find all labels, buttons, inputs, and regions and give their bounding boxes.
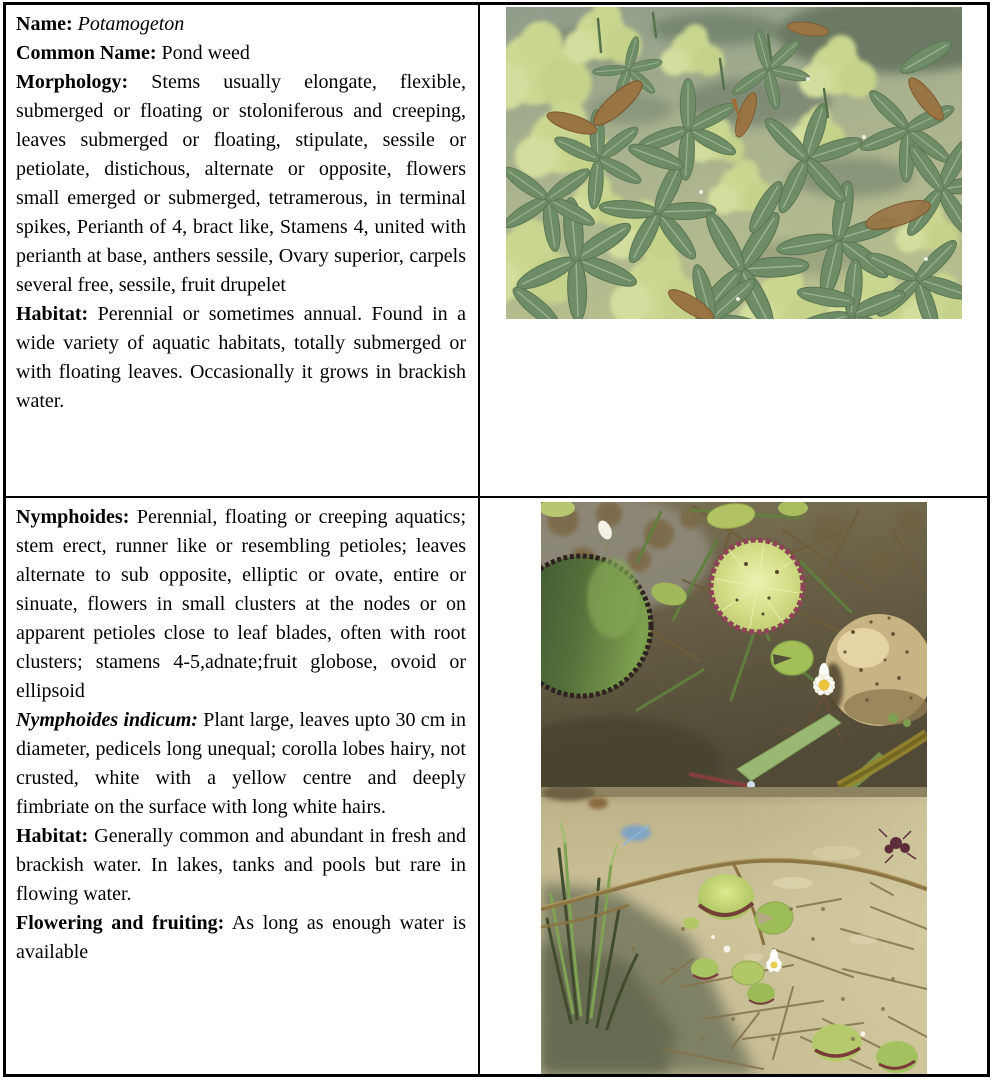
flower-pad [771, 641, 813, 675]
common-name-label: Common Name: [16, 42, 157, 64]
habitat-text: Perennial or sometimes annual. Found in a wide variety of aquatic habitats, totally submerged or with floating leaves. Occasionally it grows in brackish water. [16, 303, 466, 412]
flowering-fruiting-paragraph [16, 909, 466, 967]
plant-description-table [3, 2, 990, 1077]
morphology-paragraph [16, 68, 466, 300]
brown-speck [588, 797, 608, 809]
nymphoides-photo-top [541, 502, 927, 787]
top-strip [541, 787, 927, 797]
yellow-green-lily-pad [711, 540, 803, 632]
morphology-label: Morphology: [16, 71, 129, 93]
nymphoides-paragraph [16, 503, 466, 706]
nymphoides-indicum-label: Nymphoides indicum: [16, 709, 198, 731]
name-value: Potamogeton [72, 13, 185, 35]
potamogeton-photo [506, 7, 962, 319]
habitat-label-2: Habitat: [16, 825, 89, 847]
name-label: Name: [16, 13, 73, 35]
habitat-text-2: Generally common and abundant in fresh and brackish water. In lakes, tanks and pools but rare in flowing water. [16, 825, 466, 905]
potamogeton-photo-cell [480, 5, 987, 498]
nymphoides-photo-cell [480, 498, 987, 1074]
morphology-text: Stems usually elongate, flexible, submerged or floating or stoloniferous and creeping, leaves submerged or floating, stipulate, sessile or petiolate, distichous, alternate or opposite, flowers small emerged or submerged, tetramerous, in terminal spikes, Perianth of 4, bract like, Stamens 4, united with perianth at base, anthers sessile, Ovary superior, carpels several free, sessile, fruit drupelet [16, 71, 466, 296]
nymphoides-indicum-text: Plant large, leaves upto 30 cm in diameter, pedicels long unequal; corolla lobes hairy, not crusted, white with a yellow centre and deeply fimbriate on the surface with long white hairs. [16, 709, 466, 818]
flowering-fruiting-label: Flowering and fruiting: [16, 912, 225, 934]
habitat-label: Habitat: [16, 303, 89, 325]
name-line [16, 10, 466, 39]
potamogeton-text-cell [6, 5, 480, 498]
nymphoides-indicum-paragraph [16, 706, 466, 822]
nymphoides-photo-bottom [541, 787, 927, 1074]
nymphoides-label: Nymphoides: [16, 506, 130, 528]
nymphoides-text-cell [6, 498, 480, 1074]
habitat-paragraph [16, 300, 466, 416]
habitat-paragraph-2 [16, 822, 466, 909]
common-name-line [16, 39, 466, 68]
nymphoides-text: Perennial, floating or creeping aquatics; stem erect, runner like or resembling petioles; leaves alternate to sub opposite, elliptic or ovate, entire or sinuate, flowers in small clusters at the nodes or on apparent petioles close to leaf blades, often with root clusters; stamens 4-5,adnate;fruit globose, ovoid or ellipsoid [16, 506, 466, 702]
common-name-value: Pond weed [156, 42, 250, 64]
flowering-fruiting-text: As long as enough water is available [16, 912, 466, 963]
